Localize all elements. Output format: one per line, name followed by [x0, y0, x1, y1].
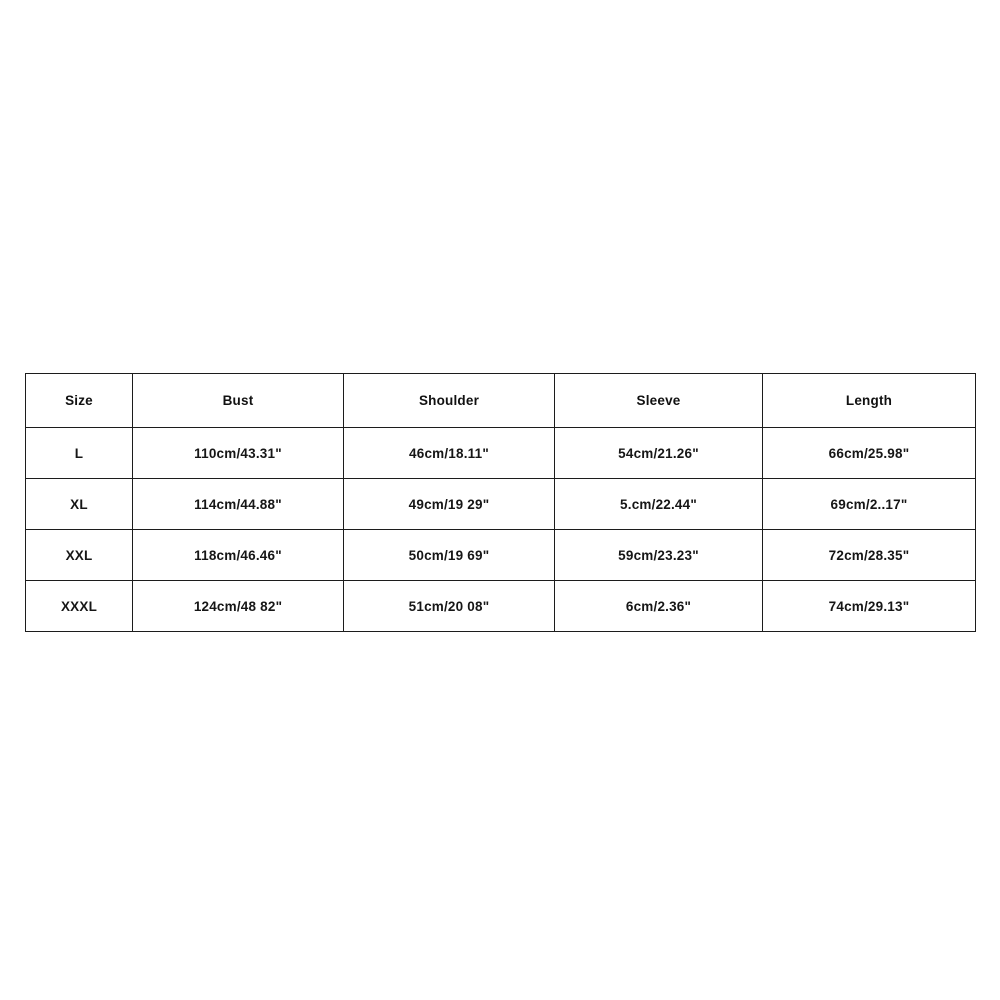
cell-length-value: 72cm/28.35" [828, 547, 910, 563]
cell-sleeve-value: 59cm/23.23" [618, 547, 699, 563]
column-header-bust-label: Bust [222, 393, 254, 408]
cell-sleeve [555, 428, 763, 479]
column-header-shoulder [344, 374, 555, 428]
cell-sleeve-value: 54cm/21.26" [618, 445, 699, 461]
column-header-shoulder-label: Shoulder [418, 393, 480, 408]
cell-size [26, 428, 133, 479]
cell-bust-value: 110cm/43.31" [194, 445, 282, 461]
table-row [26, 581, 976, 632]
cell-bust [133, 581, 344, 632]
cell-size [26, 479, 133, 530]
size-chart-table [25, 373, 976, 632]
cell-sleeve [555, 479, 763, 530]
cell-sleeve-value: 5.cm/22.44" [620, 496, 697, 512]
table-row [26, 530, 976, 581]
cell-bust-value: 118cm/46.46" [194, 547, 282, 563]
cell-shoulder-value: 49cm/19 29" [408, 496, 490, 512]
cell-bust-value: 114cm/44.88" [194, 496, 282, 512]
column-header-sleeve-label: Sleeve [636, 393, 681, 408]
cell-size [26, 530, 133, 581]
cell-sleeve-value: 6cm/2.36" [625, 598, 692, 614]
cell-size-value: XXXL [60, 598, 98, 614]
cell-length [763, 428, 976, 479]
cell-size-value: L [74, 445, 84, 461]
column-header-sleeve [555, 374, 763, 428]
cell-bust [133, 428, 344, 479]
cell-length [763, 530, 976, 581]
cell-size-value: XXL [65, 547, 93, 563]
cell-length [763, 581, 976, 632]
column-header-size-label: Size [65, 393, 93, 408]
cell-length [763, 479, 976, 530]
column-header-length-label: Length [845, 393, 893, 408]
cell-sleeve [555, 530, 763, 581]
column-header-bust [133, 374, 344, 428]
cell-shoulder [344, 428, 555, 479]
cell-shoulder-value: 51cm/20 08" [408, 598, 490, 614]
cell-bust [133, 479, 344, 530]
cell-size [26, 581, 133, 632]
cell-length-value: 74cm/29.13" [828, 598, 910, 614]
table-header-row [26, 374, 976, 428]
cell-shoulder [344, 581, 555, 632]
cell-bust-value: 124cm/48 82" [193, 598, 283, 614]
column-header-size [26, 374, 133, 428]
cell-sleeve [555, 581, 763, 632]
table-row [26, 428, 976, 479]
cell-bust [133, 530, 344, 581]
cell-length-value: 66cm/25.98" [828, 445, 910, 461]
cell-length-value: 69cm/2..17" [830, 496, 908, 512]
cell-shoulder-value: 50cm/19 69" [408, 547, 490, 563]
cell-shoulder [344, 479, 555, 530]
column-header-length [763, 374, 976, 428]
cell-shoulder-value: 46cm/18.11" [409, 445, 489, 461]
size-chart [25, 373, 975, 632]
cell-size-value: XL [70, 496, 88, 512]
table-row [26, 479, 976, 530]
cell-shoulder [344, 530, 555, 581]
